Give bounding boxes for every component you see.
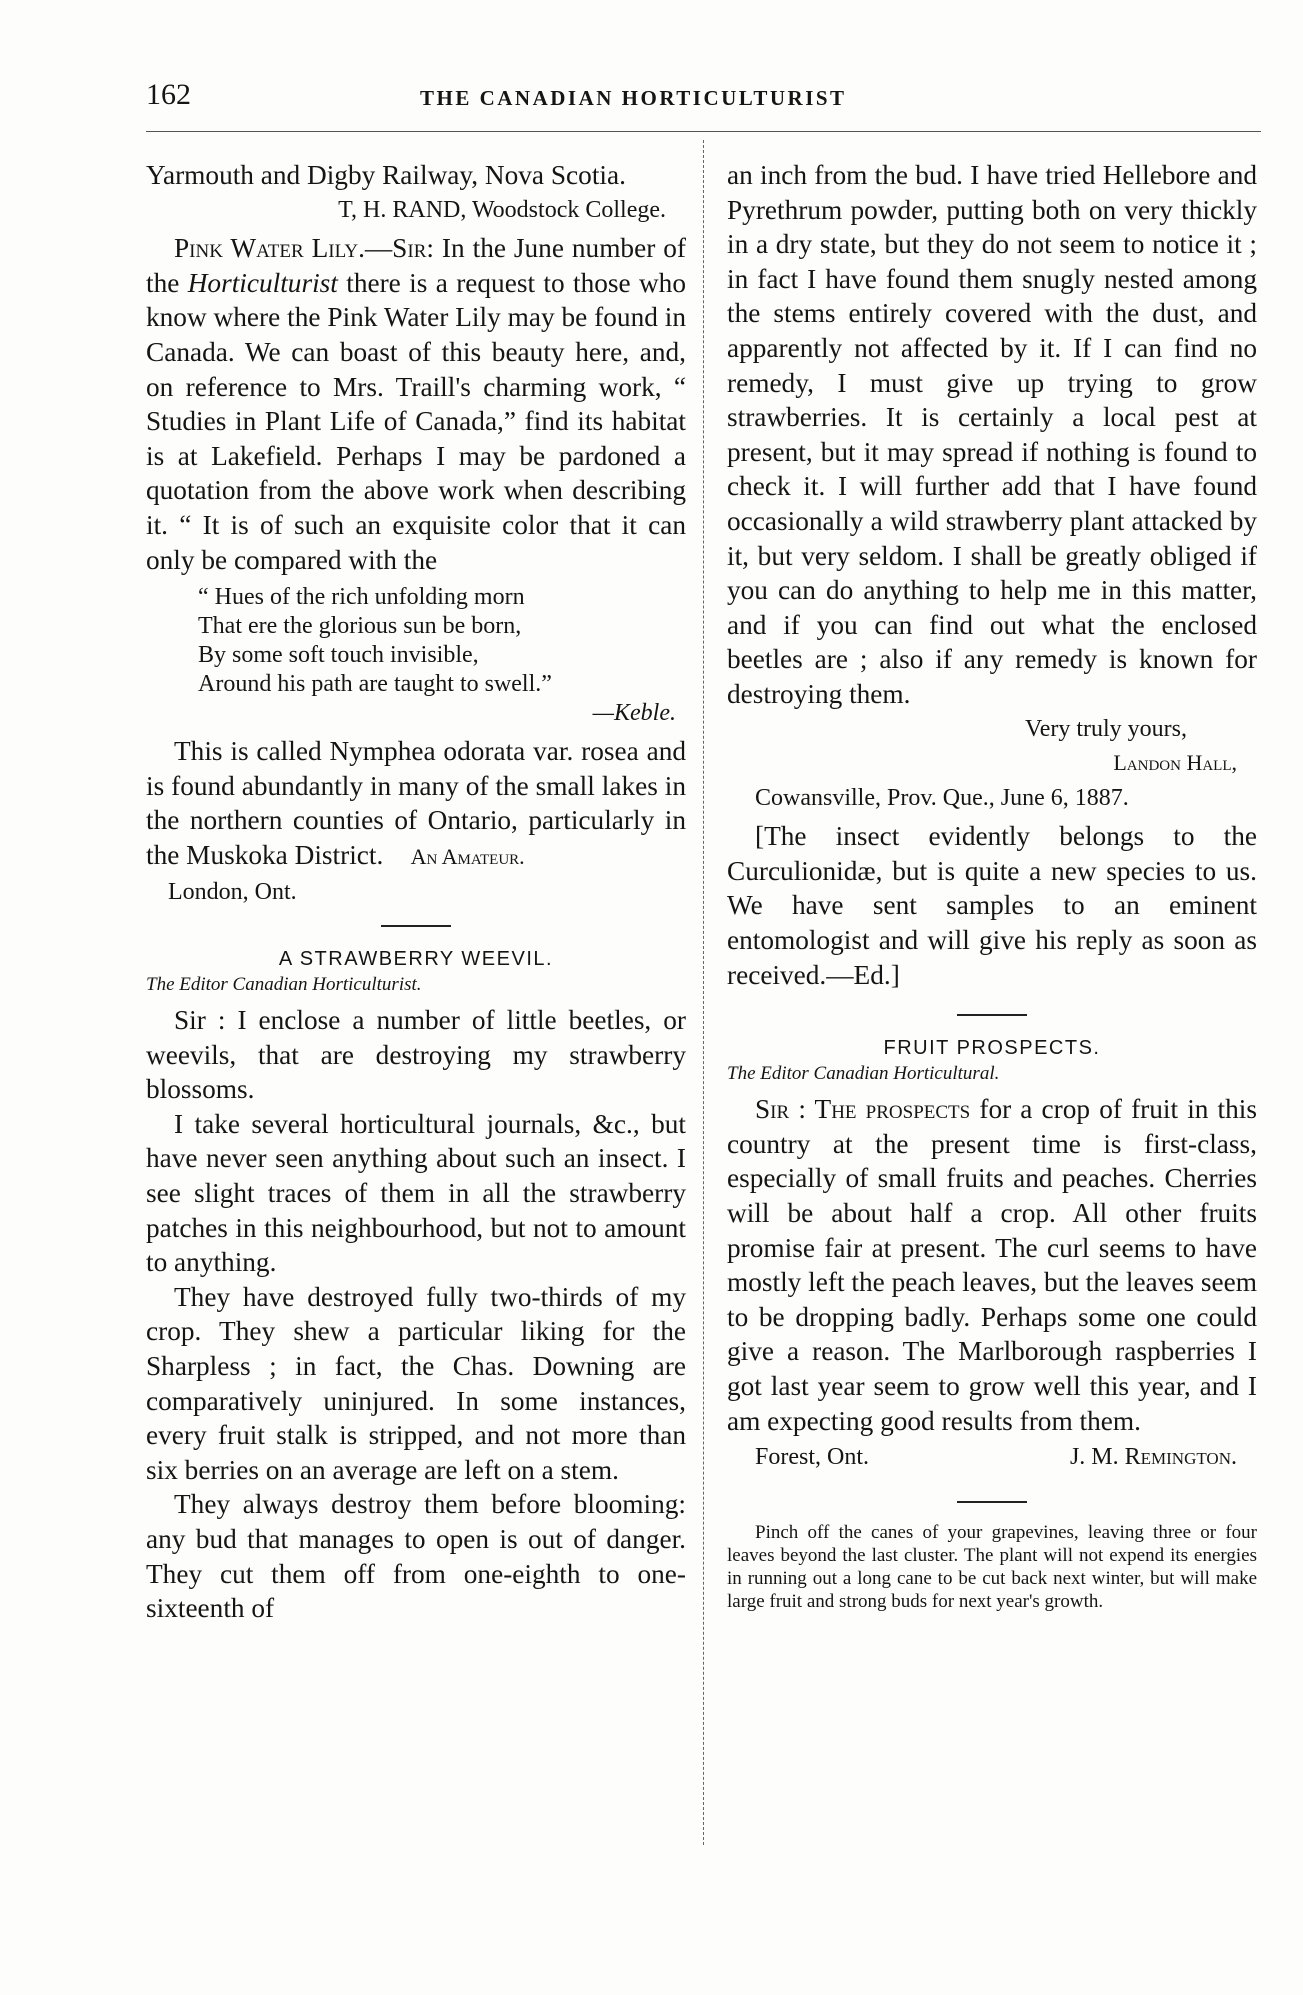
nymphea-text: This is called Nymphea odorata var. rosea and is found abundantly in many of the small lakes in the northern counties of Ontario, particularly in the Muskoka District. bbox=[146, 736, 686, 870]
weevil-paragraph-3: They have destroyed fully two-thirds of my crop. They shew a particular liking for the Sharpless ; in fact, the Chas. Downing are comparatively uninjured. In some instances, every fruit stalk is stripped, and not more than six berries on an average are left on a stem. bbox=[146, 1281, 686, 1485]
fruit-addressee: The Editor Canadian Horticultural. bbox=[727, 1063, 1000, 1085]
section-rule bbox=[957, 1501, 1027, 1503]
weevil-paragraph-1: Sir : I enclose a number of little beetles, or weevils, that are destroying my strawberry blossoms. bbox=[146, 1005, 686, 1105]
section-rule bbox=[381, 925, 451, 927]
fruit-paragraph bbox=[727, 1092, 1257, 1438]
weevil-closing: Very truly yours, bbox=[1025, 715, 1187, 742]
lily-text-1: In the June number of the bbox=[146, 233, 686, 298]
nymphea-paragraph bbox=[146, 734, 686, 874]
poem-line: Around his path are taught to swell.” bbox=[198, 671, 552, 698]
place-forest: Forest, Ont. bbox=[755, 1444, 869, 1471]
signature-landon-hall: Landon Hall, bbox=[1113, 750, 1237, 776]
pink-water-lily-heading: Pink Water Lily.—Sir: bbox=[174, 233, 434, 264]
page-number: 162 bbox=[146, 78, 191, 111]
signature-amateur: An Amateur. bbox=[410, 843, 525, 869]
letter-continuation: Yarmouth and Digby Railway, Nova Scotia. bbox=[146, 160, 626, 190]
weevil-addressee: The Editor Canadian Horticulturist. bbox=[146, 974, 422, 996]
grapevine-note: Pinch off the canes of your grapevines, leaving three or four leaves beyond the last cluster. The plant will not expend its energies in running out a long cane to be cut back next winter, but will make large fruit and strong buds for next year's growth. bbox=[727, 1521, 1257, 1612]
poem-line: “ Hues of the rich unfolding morn bbox=[198, 584, 525, 611]
place-cowansville: Cowansville, Prov. Que., June 6, 1887. bbox=[755, 784, 1129, 811]
fruit-lead: Sir : The prospects bbox=[755, 1094, 971, 1125]
poem-attribution: —Keble. bbox=[592, 700, 676, 727]
poem-line: By some soft touch invisible, bbox=[198, 642, 479, 669]
lily-text-2: there is a request to those who know where the Pink Water Lily may be found in Canada. We can boast of this beauty here, and, on reference to Mrs. Traill's charming work, “ Studies in Plant Life of Canada,” find its habitat is at Lakefield. Perhaps I may be pardoned a quotation from the above work when describing it. “ It is of such an exquisite color that it can only be compared with the bbox=[146, 267, 686, 575]
fruit-signature-line bbox=[755, 1440, 1237, 1475]
fruit-text: for a crop of fruit in this country at the present time is first-class, especially of small fruits and peaches. Cherries will be about half a crop. All other fruits promise fair at present. The curl seems to have mostly left the peach leaves, but the leaves seem to be dropping badly. Perhaps some one could give a reason. The Marlborough raspberries I got last year seem to grow well this year, and I am expecting good results from them. bbox=[727, 1094, 1257, 1436]
place-london: London, Ont. bbox=[168, 878, 297, 905]
strawberry-weevil-title: A STRAWBERRY WEEVIL. bbox=[278, 948, 554, 971]
running-title: THE CANADIAN HORTICULTURIST bbox=[420, 86, 847, 110]
poem-line: That ere the glorious sun be born, bbox=[198, 613, 522, 640]
weevil-paragraph-4: They always destroy them before blooming: any bud that manages to open is out of danger. They cut them off from one-eighth to one-sixteenth of bbox=[146, 1489, 686, 1624]
signature-rand: T, H. RAND, Woodstock College. bbox=[338, 196, 666, 223]
fruit-prospects-title: FRUIT PROSPECTS. bbox=[883, 1037, 1101, 1060]
publication-name: Horticulturist bbox=[187, 267, 338, 298]
header-rule bbox=[146, 131, 1261, 132]
poem-quote bbox=[198, 583, 686, 728]
left-column bbox=[146, 158, 686, 1626]
weevil-paragraph-5: an inch from the bud. I have tried Hellebore and Pyrethrum powder, putting both on very thickly in a dry state, but they do not seem to notice it ; in fact I have found them snugly nested among the stems entirely covered with the dust, and apparently not affected by it. If I can find no remedy, I must give up trying to grow strawberries. It is certainly a local pest at present, but it may spread if nothing is found to check it. I will further add that I have found occasionally a wild strawberry plant attacked by it, but very seldom. I shall be greatly obliged if you can do anything to help me in this matter, and if you can find out what the enclosed beetles are ; also if any remedy is known for destroying them. bbox=[727, 160, 1257, 709]
signature-remington: J. M. Remington. bbox=[1069, 1444, 1237, 1471]
column-divider bbox=[703, 140, 704, 1845]
pink-water-lily-paragraph bbox=[146, 231, 686, 577]
weevil-paragraph-2: I take several horticultural journals, &c., but have never seen anything about such an insect. I see slight traces of them in all the strawberry patches in this neighbourhood, but not to amount to anything. bbox=[146, 1108, 686, 1278]
right-column bbox=[727, 158, 1257, 1613]
editor-note: [The insect evidently belongs to the Curculionidæ, but is quite a new species to us. We have sent samples to an eminent entomologist and will give his reply as soon as received.—Ed.] bbox=[727, 821, 1257, 990]
section-rule bbox=[957, 1014, 1027, 1016]
